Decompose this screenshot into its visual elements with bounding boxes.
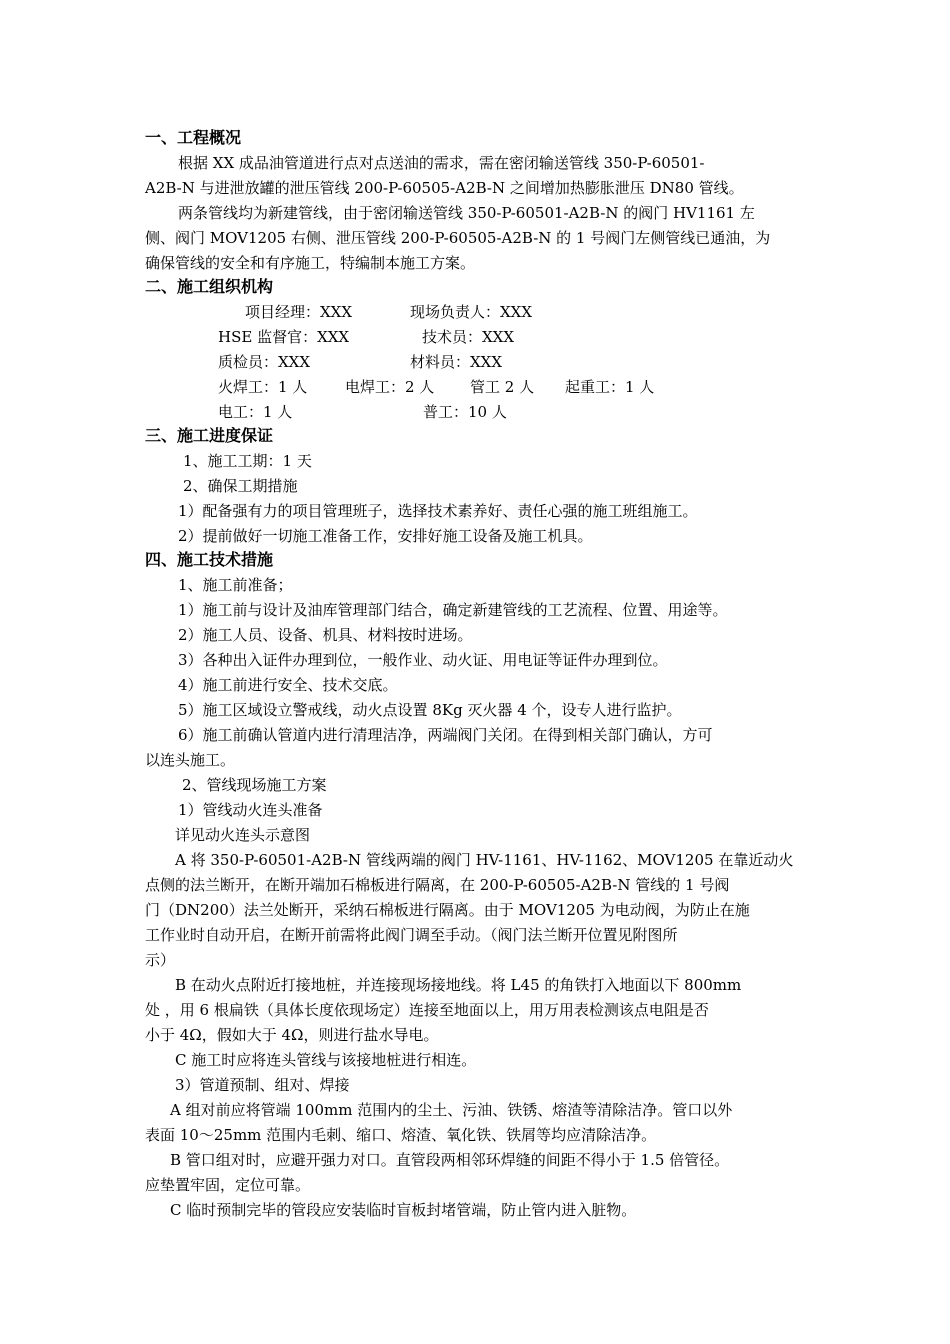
list-item: 2、确保工期措施	[183, 477, 298, 495]
paragraph-line: 处 ，用 6 根扁铁（具体长度依现场定）连接至地面以上，用万用表检测该点电阻是否	[145, 1001, 709, 1019]
paragraph-line: 两条管线均为新建管线，由于密闭输送管线 350-P-60501-A2B-N 的阀门 HV1161 左	[178, 204, 755, 222]
paragraph-line: 确保管线的安全和有序施工，特编制本施工方案。	[145, 254, 476, 272]
worker-entry: 管工 2 人	[470, 378, 535, 396]
worker-entry: 起重工：1 人	[565, 378, 655, 396]
paragraph-line: A2B-N 与进泄放罐的泄压管线 200-P-60505-A2B-N 之间增加热膨胀泄压 DN80 管线。	[145, 179, 744, 197]
list-item: 1）配备强有力的项目管理班子，选择技术素养好、责任心强的施工班组施工。	[178, 502, 698, 520]
section-heading: 二、施工组织机构	[145, 277, 274, 296]
list-item: 以连头施工。	[145, 751, 236, 769]
paragraph-line: 表面 10～25mm 范围内毛刺、缩口、熔渣、氧化铁、铁屑等均应清除洁净。	[145, 1126, 657, 1144]
paragraph-line: 侧、阀门 MOV1205 右侧、泄压管线 200-P-60505-A2B-N 的 1 号阀门左侧管线已通油，为	[145, 229, 771, 247]
org-entry: 现场负责人：XXX	[410, 303, 533, 321]
list-item: 5）施工区域设立警戒线，动火点设置 8Kg 灭火器 4 个，设专人进行监护。	[178, 701, 682, 719]
list-item: 4）施工前进行安全、技术交底。	[178, 676, 398, 694]
list-item: 1、施工工期：1 天	[183, 452, 312, 470]
list-item: 2）提前做好一切施工准备工作，安排好施工设备及施工机具。	[178, 527, 593, 545]
paragraph-line: B 在动火点附近打接地桩，并连接现场接地线。将 L45 的角铁打入地面以下 800mm	[175, 976, 742, 994]
org-entry: 技术员：XXX	[422, 328, 515, 346]
worker-entry: 电焊工：2 人	[345, 378, 435, 396]
paragraph-line: A 组对前应将管端 100mm 范围内的尘土、污油、铁锈、熔渣等清除洁净。管口以外	[170, 1101, 733, 1119]
org-entry: 材料员：XXX	[410, 353, 503, 371]
subsection-title: 2、管线现场施工方案	[182, 776, 327, 794]
paragraph-line: C 施工时应将连头管线与该接地桩进行相连。	[175, 1051, 477, 1069]
org-entry: HSE 监督官：XXX	[218, 328, 350, 346]
paragraph-line: 工作业时自动开启，在断开前需将此阀门调至手动。（阀门法兰断开位置见附图所	[145, 926, 678, 944]
paragraph-line: 点侧的法兰断开，在断开端加石棉板进行隔离，在 200-P-60505-A2B-N 管线的 1 号阀	[145, 876, 730, 894]
paragraph-line: 小于 4Ω，假如大于 4Ω，则进行盐水导电。	[145, 1026, 439, 1044]
section-heading: 一、工程概况	[145, 128, 242, 147]
paragraph-line: 详见动火连头示意图	[175, 826, 311, 844]
list-item: 1）施工前与设计及油库管理部门结合，确定新建管线的工艺流程、位置、用途等。	[178, 601, 728, 619]
subsection-title: 3）管道预制、组对、焊接	[175, 1076, 350, 1094]
section-heading: 四、施工技术措施	[145, 550, 274, 569]
list-item: 6）施工前确认管道内进行清理洁净，两端阀门关闭。在得到相关部门确认，方可	[178, 726, 713, 744]
paragraph-line: 应垫置牢固，定位可靠。	[145, 1176, 311, 1194]
section-heading: 三、施工进度保证	[145, 426, 274, 445]
paragraph-line: B 管口组对时，应避开强力对口。直管段两相邻环焊缝的间距不得小于 1.5 倍管径。	[170, 1151, 730, 1169]
worker-entry: 火焊工：1 人	[218, 378, 308, 396]
org-entry: 质检员：XXX	[218, 353, 311, 371]
paragraph-line: 门（DN200）法兰处断开，采纳石棉板进行隔离。由于 MOV1205 为电动阀，为防止在施	[145, 901, 750, 919]
subsection-title: 1、施工前准备；	[178, 576, 293, 594]
paragraph-line: 示）	[145, 951, 176, 969]
list-item: 3）各种出入证件办理到位，一般作业、动火证、用电证等证件办理到位。	[178, 651, 668, 669]
subsection-title: 1）管线动火连头准备	[178, 801, 323, 819]
paragraph-line: C 临时预制完毕的管段应安装临时盲板封堵管端，防止管内进入脏物。	[170, 1201, 637, 1219]
paragraph-line: A 将 350-P-60501-A2B-N 管线两端的阀门 HV-1161、HV-1162、MOV1205 在靠近动火	[175, 851, 794, 869]
org-entry: 项目经理：XXX	[245, 303, 353, 321]
list-item: 2）施工人员、设备、机具、材料按时进场。	[178, 626, 473, 644]
worker-entry: 普工：10 人	[423, 403, 507, 421]
paragraph-line: 根据 XX 成品油管道进行点对点送油的需求，需在密闭输送管线 350-P-60501-	[178, 154, 705, 172]
worker-entry: 电工：1 人	[218, 403, 293, 421]
